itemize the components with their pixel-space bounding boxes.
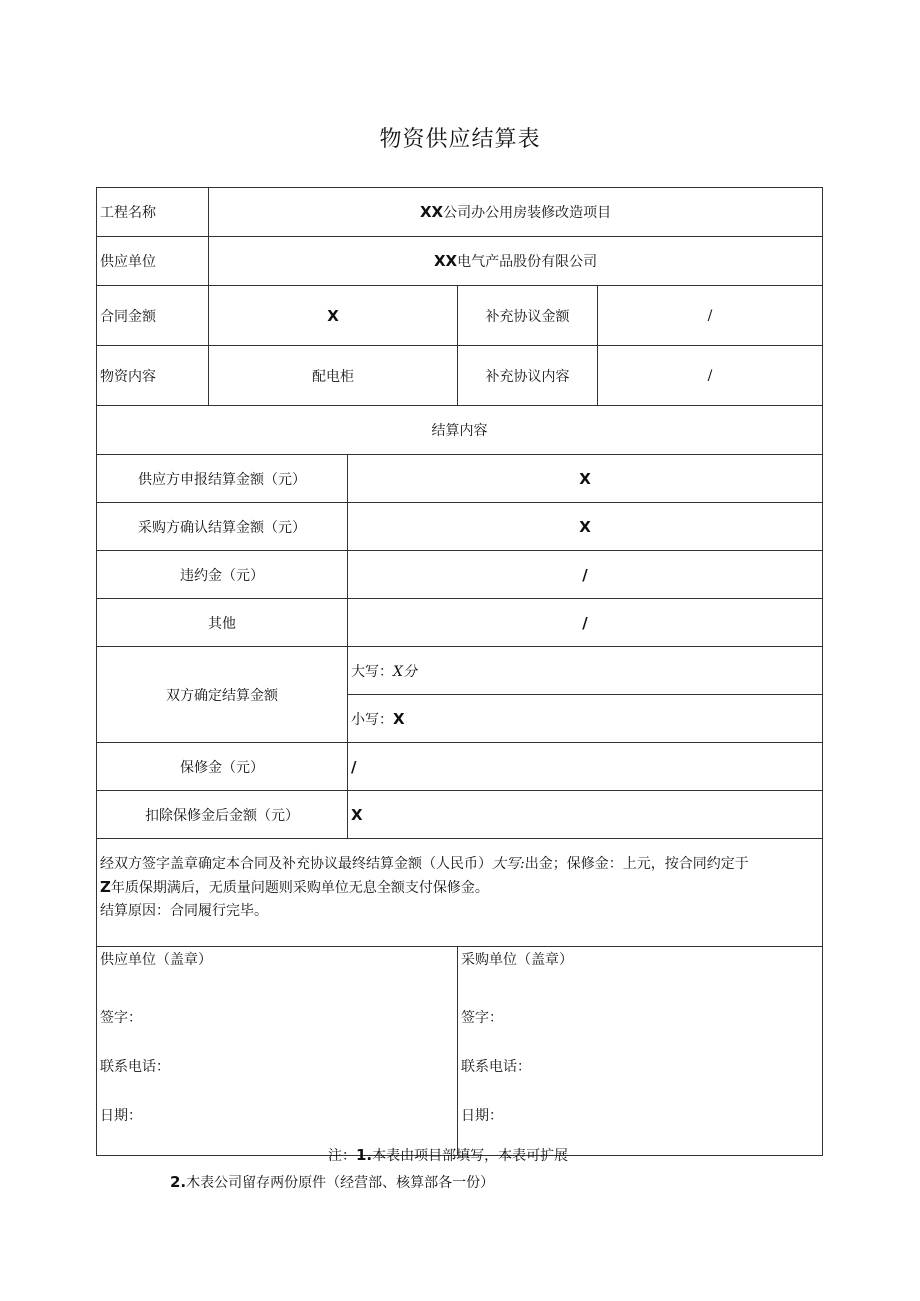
supp-amount-value: / xyxy=(598,286,823,346)
confirmed-lower: 小写：X xyxy=(348,695,823,743)
contract-label: 合同金额 xyxy=(97,286,209,346)
row-label: 供应方申报结算金额（元） xyxy=(97,455,348,503)
footnote-2: 2.木表公司留存两份原件（经营部、核算部各一份） xyxy=(170,1173,495,1191)
contract-row xyxy=(97,286,823,346)
supplier-label: 供应单位 xyxy=(97,237,209,286)
supplier-value: XX电气产品股份有限公司 xyxy=(209,237,823,286)
settlement-row xyxy=(97,455,823,503)
warranty-label: 保修金（元） xyxy=(97,743,348,791)
row-label: 采购方确认结算金额（元） xyxy=(97,503,348,551)
supp-amount-label: 补充协议金额 xyxy=(458,286,598,346)
row-label: 违约金（元） xyxy=(97,551,348,599)
page-title: 物资供应结算表 xyxy=(379,127,541,152)
project-row xyxy=(97,188,823,237)
settlement-header: 结算内容 xyxy=(97,406,823,455)
row-value: / xyxy=(348,599,823,647)
contract-value: X xyxy=(209,286,458,346)
purchaser-phone-label: 联系电话： xyxy=(461,1059,531,1075)
material-label: 物资内容 xyxy=(97,346,209,406)
project-value: XX公司办公用房装修改造项目 xyxy=(209,188,823,237)
material-value: 配电柜 xyxy=(209,346,458,406)
row-value: X xyxy=(348,503,823,551)
material-row xyxy=(97,346,823,406)
supplier-row xyxy=(97,237,823,286)
settlement-row xyxy=(97,599,823,647)
settlement-header-row xyxy=(97,406,823,455)
supp-content-label: 补充协议内容 xyxy=(458,346,598,406)
row-label: 其他 xyxy=(97,599,348,647)
purchaser-seal-label: 采购单位（盖章） xyxy=(461,952,573,968)
warranty-row xyxy=(97,743,823,791)
after-warranty-label: 扣除保修金后金额（元） xyxy=(97,791,348,839)
supplier-signature-label: 签字： xyxy=(100,1010,142,1026)
confirmed-upper: 大写：X分 xyxy=(348,647,823,695)
statement: 经双方签字盖章确定本合同及补充协议最终结算金额（人民币）大写:出金；保修金：上元，按合同约定于 Z年质保期满后，无质量问题则采购单位无息全额支付保修金。 结算原因：合同履行完毕。 xyxy=(97,839,823,947)
confirmed-row-upper xyxy=(97,647,823,695)
settlement-table xyxy=(96,187,823,1156)
supp-content-value: / xyxy=(598,346,823,406)
row-value: X xyxy=(348,455,823,503)
project-label: 工程名称 xyxy=(97,188,209,237)
supplier-date-label: 日期： xyxy=(100,1108,142,1124)
confirmed-label: 双方确定结算金额 xyxy=(97,647,348,743)
purchaser-sign-area xyxy=(458,947,823,1156)
row-value: / xyxy=(348,551,823,599)
supplier-sign-area xyxy=(97,947,458,1156)
after-warranty-row xyxy=(97,791,823,839)
purchaser-signature-label: 签字： xyxy=(461,1010,503,1026)
supplier-phone-label: 联系电话： xyxy=(100,1059,170,1075)
statement-row xyxy=(97,839,823,947)
footnote-1: 注：1.本表由项目部填写，本表可扩展 xyxy=(328,1146,569,1164)
purchaser-date-label: 日期： xyxy=(461,1108,503,1124)
warranty-value: / xyxy=(348,743,823,791)
settlement-reason: 结算原因：合同履行完毕。 xyxy=(100,903,268,919)
supplier-seal-label: 供应单位（盖章） xyxy=(100,952,212,968)
settlement-row xyxy=(97,551,823,599)
settlement-row xyxy=(97,503,823,551)
signature-row xyxy=(97,947,823,1156)
after-warranty-value: X xyxy=(348,791,823,839)
